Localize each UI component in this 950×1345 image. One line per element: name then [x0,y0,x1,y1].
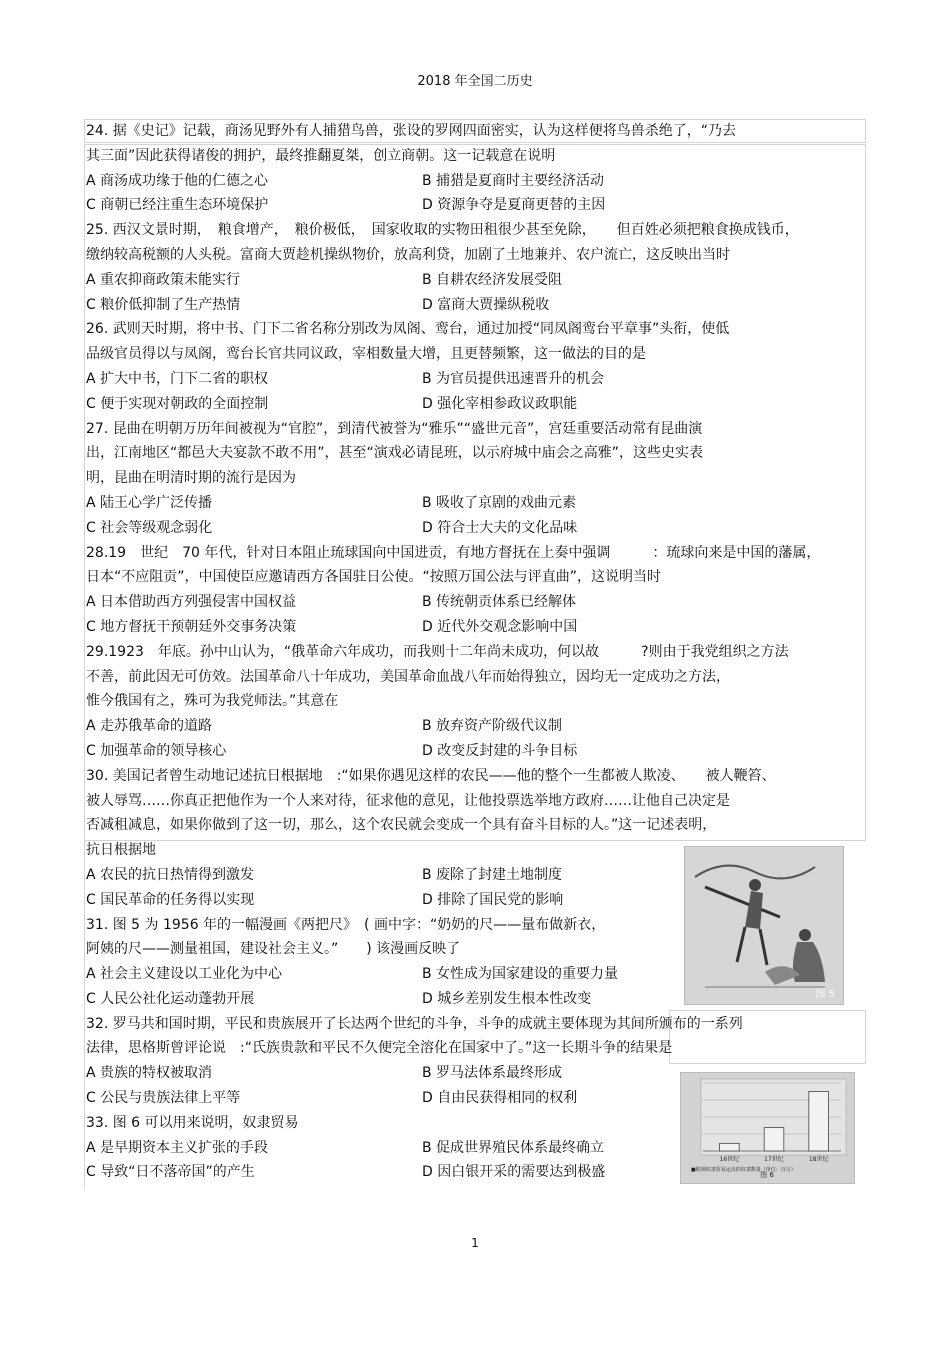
chart-tick-label: 17世纪 [764,1156,784,1163]
question-stem-line: 被人辱骂……你真正把他作为一个人来对待，征求他的意见，让他投票选举地方政府……让他自己决定是 [86,792,730,809]
option-b[interactable]: B 捕猎是夏商时主要经济活动 [422,172,605,189]
option-c[interactable]: C 地方督抚干预朝廷外交事务决策 [86,618,297,635]
option-a[interactable]: A 贵族的特权被取消 [86,1065,213,1082]
question-stem-line: 缴纳较高税额的人头税。富商大贾趁机操纵物价，放高利贷，加剧了土地兼并、农户流亡，这反映出当时 [86,246,730,263]
question-stem-line: 30. 美国记者曾生动地记述抗日根据地 :“如果你遇见这样的农民——他的整个一生都被人欺凌、 被人鞭笞、 [86,767,776,784]
option-a[interactable]: A 是早期资本主义扩张的手段 [86,1139,269,1156]
chart-bar [720,1143,740,1151]
option-row [86,268,864,293]
option-b[interactable]: B 自耕农经济发展受阻 [422,271,563,288]
question-stem-line: 32. 罗马共和国时期，平民和贵族展开了长达两个世纪的斗争，斗争的成就主要体现为其间所颁布的一系列 [86,1015,743,1032]
chart-tick-label: 18世纪 [808,1156,829,1163]
option-row [86,392,864,417]
option-c[interactable]: C 人民公社化运动蓬勃开展 [86,990,255,1007]
option-a[interactable]: A 日本借助西方列强侵害中国权益 [86,594,297,611]
option-c[interactable]: C 国民革命的任务得以实现 [86,891,255,908]
option-b[interactable]: B 女性成为国家建设的重要力量 [422,966,619,983]
question-stem-line: 27. 昆曲在明朝万历年间被视为“官腔”，到清代被誉为“雅乐”“盛世元音”，宫廷重要活动常有昆曲演 [86,420,703,437]
option-d[interactable]: D 城乡差别发生根本性改变 [422,990,592,1007]
question-stem-line: 日本“不应阻贡”，中国使臣应邀请西方各国驻日公使。“按照万国公法与评直曲”，这说明当时 [86,569,662,586]
option-d[interactable]: D 因白银开采的需要达到极盛 [422,1164,606,1181]
question-stem-line: 明，昆曲在明清时期的流行是因为 [86,470,296,487]
question-stem-line: 其三面”因此获得诸俊的拥护，最终推翻夏桀，创立商朝。这一记载意在说明 [86,147,556,164]
question-26 [86,317,864,416]
question-24 [86,119,864,218]
question-stem-line: 品级官员得以与凤阁，鸾台长官共同议政，宰相数量大增，且更替频繁，这一做法的目的是 [86,346,646,363]
figure-6-chart [680,1072,855,1184]
option-d[interactable]: D 强化宰相参政议政职能 [422,395,578,412]
option-row [86,293,864,318]
option-row [86,615,864,640]
question-stem-line: 26. 武则天时期，将中书、门下二省名称分别改为凤阁、鸾台，通过加授“同凤阁鸾台平章事”头衔，使低 [86,321,730,338]
option-d[interactable]: D 自由民获得相同的权利 [422,1090,578,1107]
question-stem-line: 28.19 世纪 70 年代，针对日本阻止琉球国向中国进贡，有地方督抚在上奏中强调 ：琉球向来是中国的藩属， [86,544,821,561]
option-row [86,193,864,218]
question-stem-line: 法律，思格斯曾评论说 :“氏族贵款和平民不久便完全溶化在国家中了。”这一长期斗争的结果是 [86,1040,673,1057]
chart-legend: ■欧洲奴隶贸易运出的奴隶数量（单位：百万） [691,1167,796,1173]
option-d[interactable]: D 符合士大夫的文化品味 [422,519,578,536]
question-stem-line: 否减租减息，如果你做到了这一切，那么，这个农民就会变成一个具有奋斗目标的人。”这一记述表明， [86,817,717,834]
page-header: 2018 年全国二历史 [417,74,533,89]
figure-6-caption: 图 6 [760,1171,774,1179]
option-c[interactable]: C 商朝已经注重生态环境保护 [86,197,269,214]
option-b[interactable]: B 促成世界殖民体系最终确立 [422,1139,605,1156]
option-row [86,169,864,194]
option-a[interactable]: A 走苏俄革命的道路 [86,718,213,735]
option-c[interactable]: C 粮价低抑制了生产热情 [86,296,241,313]
question-stem-line: 出，江南地区“都邑大夫宴款不敢不用”，甚至“演戏必请昆班，以示府城中庙会之高雅”，这些史实表 [86,445,704,462]
option-a[interactable]: A 扩大中书，门下二省的职权 [86,370,269,387]
question-28 [86,541,864,640]
question-29 [86,640,864,764]
option-a[interactable]: A 商汤成功缘于他的仁德之心 [86,172,269,189]
cartoon-illustration [685,847,843,1004]
option-row [86,590,864,615]
figure-5-caption: 图 5 [815,989,835,1000]
question-list [86,119,864,1185]
chart-bar [764,1128,784,1151]
option-c[interactable]: C 导致“日不落帝国”的产生 [86,1164,255,1181]
option-b[interactable]: B 为官员提供迅速晋升的机会 [422,370,605,387]
option-a[interactable]: A 农民的抗日热情得到激发 [86,866,255,883]
question-stem-line: 24. 据《史记》记载，商汤见野外有人捕猎鸟兽，张设的罗网四面密实，认为这样便将鸟兽杀绝了，“乃去 [86,123,736,139]
chart-bar [809,1092,829,1152]
option-d[interactable]: D 资源争夺是夏商更替的主因 [422,197,606,214]
option-c[interactable]: C 公民与贵族法律上平等 [86,1090,241,1107]
option-d[interactable]: D 排除了国民党的影响 [422,891,564,908]
question-stem-line: 31. 图 5 为 1956 年的一幅漫画《两把尺》 ( 画中字：“奶奶的尺——量布做新衣， [86,916,606,933]
question-stem-line: 惟今俄国有之，殊可为我党师法。”其意在 [86,693,339,710]
option-row [86,367,864,392]
option-a[interactable]: A 社会主义建设以工业化为中心 [86,966,283,983]
option-c[interactable]: C 社会等级观念弱化 [86,519,213,536]
option-b[interactable]: B 吸收了京剧的戏曲元素 [422,494,577,511]
chart-tick-label: 16世纪 [719,1156,740,1163]
page-number: 1 [471,1236,479,1250]
question-27 [86,417,864,541]
figure-6-svg [681,1073,854,1183]
figure-5-cartoon [684,846,844,1005]
option-d[interactable]: D 近代外交观念影响中国 [422,618,578,635]
question-stem-line: 抗日根据地 [86,842,156,859]
question-stem-line: 阿姨的尺——测量祖国，建设社会主义。” ) 该漫画反映了 [86,941,461,958]
option-row [86,714,864,739]
option-d[interactable]: D 改变反封建的斗争目标 [422,742,578,759]
option-a[interactable]: A 重农抑商政策未能实行 [86,271,241,288]
question-stem-line: 不善，前此因无可仿效。法国革命八十年成功，美国革命血战八年而始得独立，因均无一定成功之方法， [86,668,730,685]
option-row [86,516,864,541]
option-a[interactable]: A 陆王心学广泛传播 [86,494,213,511]
option-b[interactable]: B 传统朝贡体系已经解体 [422,594,577,611]
question-stem-line: 29.1923 年底。孙中山认为，“俄革命六年成功，而我则十二年尚未成功，何以故 ?则由于我党组织之方法 [86,643,789,660]
option-row [86,739,864,764]
option-b[interactable]: B 废除了封建土地制度 [422,866,563,883]
option-c[interactable]: C 便于实现对朝政的全面控制 [86,395,269,412]
option-d[interactable]: D 富商大贾操纵税收 [422,296,550,313]
option-b[interactable]: B 放弃资产阶级代议制 [422,718,563,735]
question-25 [86,218,864,317]
frame-left-edge [84,839,85,1189]
option-row [86,491,864,516]
question-stem-line: 25. 西汉文景时期， 粮食增产， 粮价极低， 国家收取的实物田租很少甚至免除， 但百姓必须把粮食换成钱币， [86,222,799,239]
option-b[interactable]: B 罗马法体系最终形成 [422,1065,563,1082]
option-c[interactable]: C 加强革命的领导核心 [86,742,227,759]
question-stem-line: 33. 图 6 可以用来说明，奴隶贸易 [86,1114,299,1131]
